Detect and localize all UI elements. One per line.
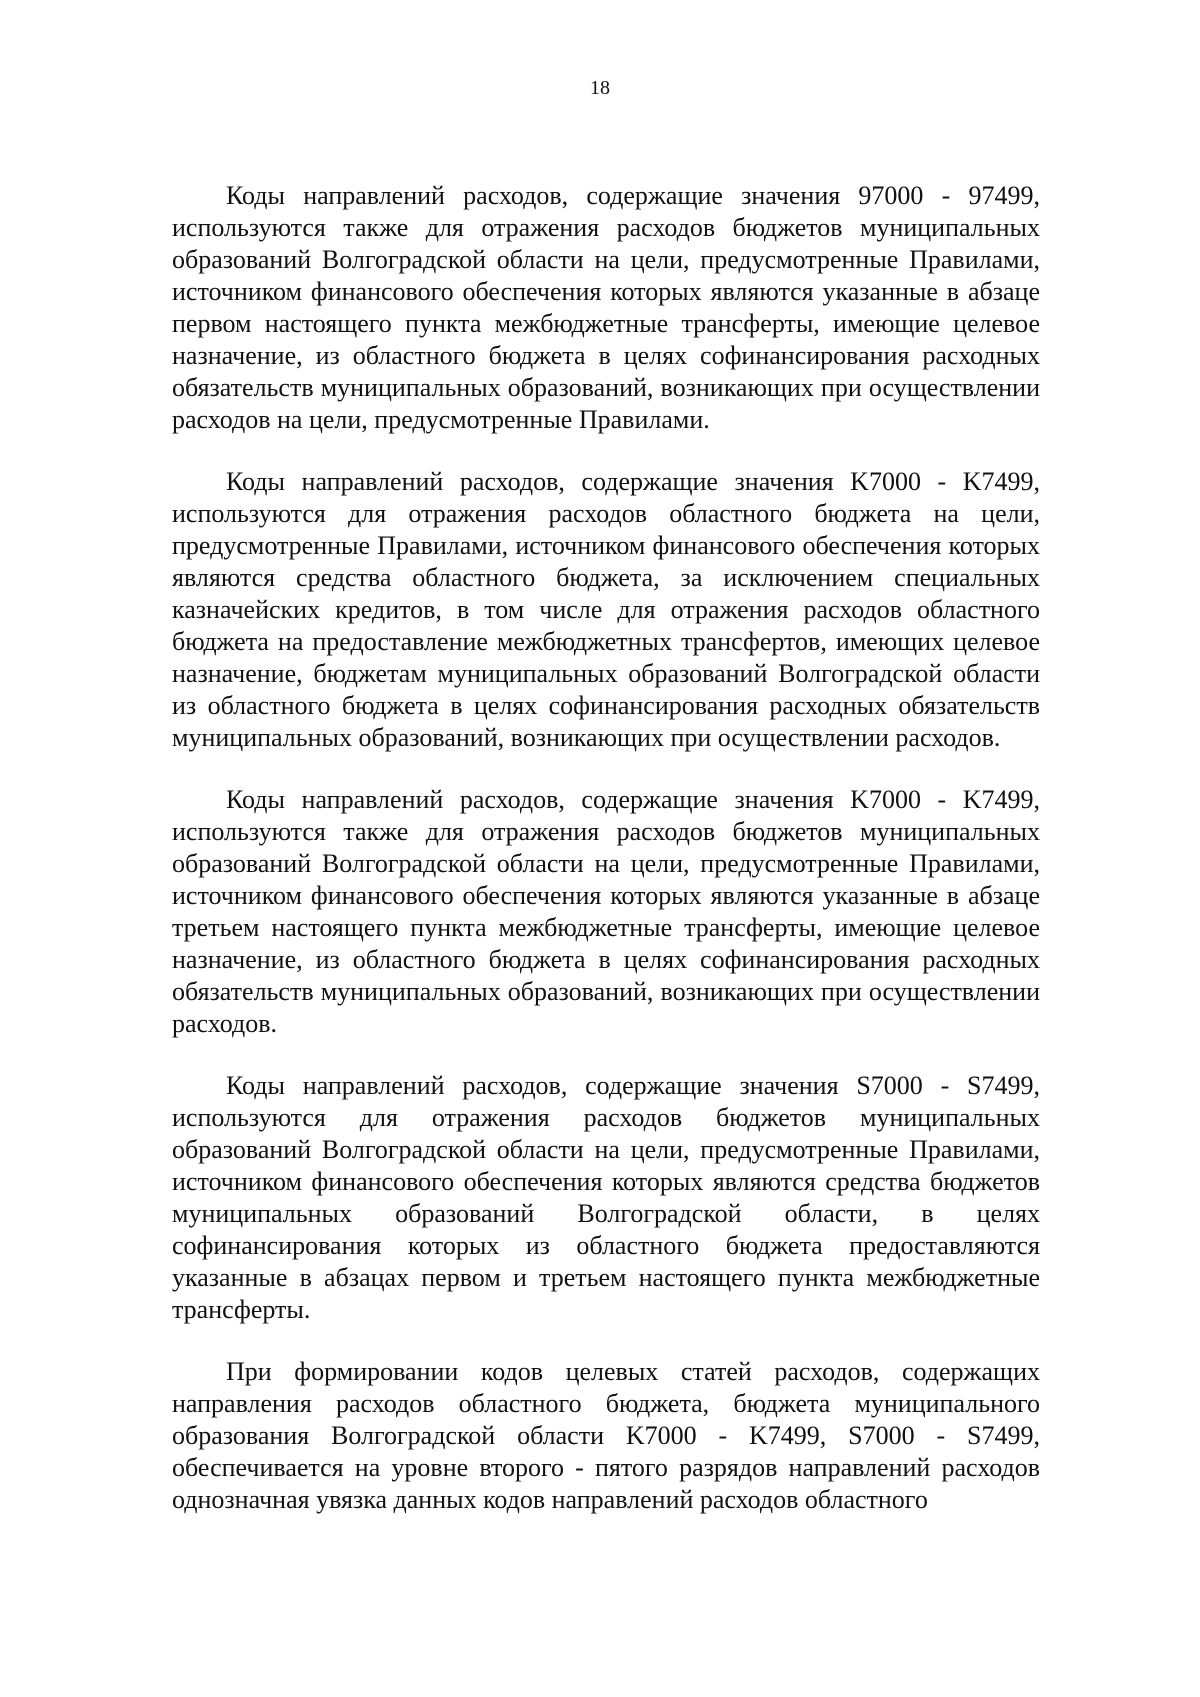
- paragraph-1: Коды направлений расходов, содержащие значения 97000 - 97499, используются также для отражения расходов бюджетов муниципальных образований Волгоградской области на цели, предусмотренные Правилами, источником финансового обеспечения которых являются указанные в абзаце первом настоящего пункта межбюджетные трансферты, имеющие целевое назначение, из областного бюджета в целях софинансирования расходных обязательств муниципальных образований, возникающих при осуществлении расходов на цели, предусмотренные Правилами.: [172, 181, 1040, 434]
- document-body: [172, 180, 1040, 1546]
- paragraph-2: Коды направлений расходов, содержащие значения K7000 - K7499, используются для отражения расходов областного бюджета на цели, предусмотренные Правилами, источником финансового обеспечения которых являются средства областного бюджета, за исключением специальных казначейских кредитов, в том числе для отражения расходов областного бюджета на предоставление межбюджетных трансфертов, имеющих целевое назначение, бюджетам муниципальных образований Волгоградской области из областного бюджета в целях софинансирования расходных обязательств муниципальных образований, возникающих при осуществлении расходов.: [172, 467, 1040, 752]
- paragraph-4: Коды направлений расходов, содержащие значения S7000 - S7499, используются для отражения расходов бюджетов муниципальных образований Волгоградской области на цели, предусмотренные Правилами, источником финансового обеспечения которых являются средства бюджетов муниципальных образований Волгоградской области, в целях софинансирования которых из областного бюджета предоставляются указанные в абзацах первом и третьем настоящего пункта межбюджетные трансферты.: [172, 1071, 1040, 1324]
- paragraph-3: Коды направлений расходов, содержащие значения K7000 - K7499, используются также для отражения расходов бюджетов муниципальных образований Волгоградской области на цели, предусмотренные Правилами, источником финансового обеспечения которых являются указанные в абзаце третьем настоящего пункта межбюджетные трансферты, имеющие целевое назначение, из областного бюджета в целях софинансирования расходных обязательств муниципальных образований, возникающих при осуществлении расходов.: [172, 785, 1040, 1038]
- page-number: 18: [590, 77, 610, 99]
- paragraph-5: При формировании кодов целевых статей расходов, содержащих направления расходов областного бюджета, бюджета муниципального образования Волгоградской области K7000 - K7499, S7000 - S7499, обеспечивается на уровне второго - пятого разрядов направлений расходов однозначная увязка данных кодов направлений расходов областного: [172, 1357, 1040, 1514]
